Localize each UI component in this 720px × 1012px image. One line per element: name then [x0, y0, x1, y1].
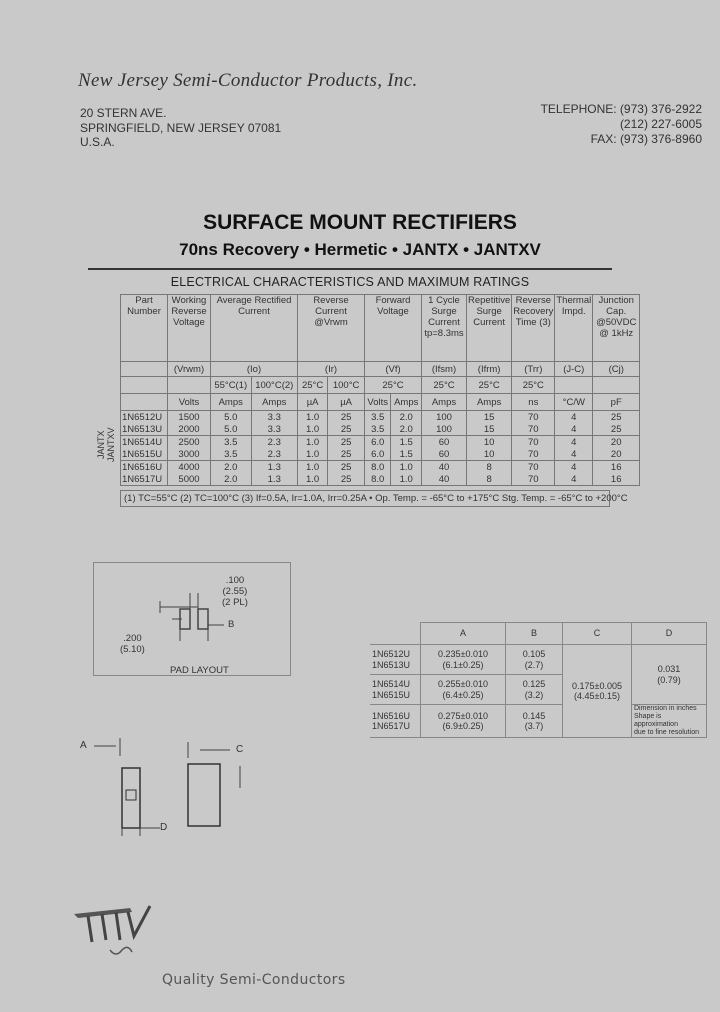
col-header: Working Reverse Voltage — [168, 295, 211, 362]
dim-b — [506, 705, 563, 738]
table-cell: 25 — [328, 448, 365, 461]
symbol: (Ifrm) — [467, 362, 512, 377]
table-cell: 1.0 — [298, 448, 328, 461]
table-cell: 3.3 — [251, 423, 298, 436]
table-row — [121, 461, 640, 474]
dimension-table — [370, 622, 707, 738]
table-cell: 1.0 — [298, 436, 328, 449]
symbol: (Vrwm) — [168, 362, 211, 377]
pad-b-label: B — [228, 619, 235, 630]
table-cell: 1.0 — [298, 423, 328, 436]
company-name: New Jersey Semi-Conductor Products, Inc. — [78, 70, 418, 91]
pad-layout-box — [93, 562, 291, 676]
label-c: C — [236, 744, 244, 755]
unit: Amps — [211, 394, 252, 411]
table-cell: 20 — [593, 448, 640, 461]
value: (6.1±0.25) — [442, 659, 484, 670]
value: 0.145 — [522, 710, 546, 721]
table-cell: 40 — [422, 461, 467, 474]
col-header: Part Number — [121, 295, 168, 362]
address-line: SPRINGFIELD, NEW JERSEY 07081 — [80, 120, 282, 135]
table-row — [121, 448, 640, 461]
table-cell: 100 — [422, 423, 467, 436]
value: 0.235±0.010 — [438, 649, 488, 659]
col-header: D — [632, 623, 707, 645]
table-cell: 6.0 — [365, 436, 391, 449]
value: (6.9±0.25) — [442, 721, 484, 731]
part: 1N6517U — [372, 721, 411, 731]
table-cell: 60 — [422, 436, 467, 449]
col-header: 1 Cycle Surge Current tp=8.3ms — [422, 295, 467, 362]
dim-value: (2.55) — [222, 586, 248, 597]
part-numbers — [370, 675, 421, 705]
col-header: C — [563, 623, 632, 645]
address-line: U.S.A. — [80, 135, 115, 149]
table-cell: 25 — [328, 423, 365, 436]
table-cell: 10 — [467, 448, 512, 461]
table-cell: 16 — [593, 461, 640, 474]
condition: 25°C — [422, 377, 467, 394]
part: 1N6513U — [372, 659, 411, 670]
unit: Amps — [467, 394, 512, 411]
dim-value: (5.10) — [120, 644, 145, 655]
table-cell: 25 — [593, 423, 640, 436]
col-header: A — [421, 623, 506, 645]
table-cell: 25 — [328, 473, 365, 486]
note-line: Dimension in inches — [634, 705, 697, 712]
dim-value: .200 — [123, 633, 142, 644]
condition: 55°C(1) — [211, 377, 252, 394]
unit: Amps — [251, 394, 298, 411]
part: 1N6514U — [372, 679, 411, 689]
table-row — [121, 473, 640, 486]
part: 1N6516U — [372, 710, 411, 721]
pad-right — [198, 609, 208, 629]
table-cell: 70 — [512, 461, 555, 474]
table-cell: 2.3 — [251, 448, 298, 461]
grade-label — [96, 422, 122, 468]
body-outline — [122, 768, 140, 828]
table-cell: 4 — [555, 448, 593, 461]
table-cell: 70 — [512, 436, 555, 449]
condition: 25°C — [365, 377, 422, 394]
dim-c — [563, 645, 632, 738]
col-header: Reverse Recovery Time (3) — [512, 295, 555, 362]
dim-note — [632, 705, 707, 738]
part-number: 1N6517U — [121, 473, 168, 486]
part-numbers — [370, 645, 421, 675]
table-cell: 3.5 — [211, 436, 252, 449]
note-line: Shape is approximation — [634, 713, 678, 728]
pad-dim-spacing — [222, 575, 248, 608]
col-header: Reverse Current @Vrwm — [298, 295, 365, 362]
pad-layout-drawing — [94, 563, 290, 675]
table-cell: 3.5 — [211, 448, 252, 461]
company-logo — [70, 900, 200, 970]
part-number: 1N6512U — [121, 411, 168, 424]
outline-drawing — [80, 738, 260, 838]
side-outline — [188, 764, 220, 826]
table-cell: 8.0 — [365, 473, 391, 486]
table-cell: 5.0 — [211, 411, 252, 424]
table-cell: 1.5 — [391, 436, 422, 449]
table-cell: 4 — [555, 473, 593, 486]
table-cell: 2.0 — [211, 473, 252, 486]
logo-flourish — [110, 947, 132, 954]
symbol: (Ifsm) — [422, 362, 467, 377]
table-cell: 25 — [328, 436, 365, 449]
table-cell: 3000 — [168, 448, 211, 461]
table-cell: 2500 — [168, 436, 211, 449]
unit: Amps — [422, 394, 467, 411]
value: 0.175±0.005 — [572, 680, 622, 691]
table-cell: 25 — [593, 411, 640, 424]
symbol: (Trr) — [512, 362, 555, 377]
col-header: B — [506, 623, 563, 645]
part: 1N6512U — [372, 649, 411, 659]
unit: pF — [593, 394, 640, 411]
value: 0.275±0.010 — [438, 710, 488, 721]
symbol: (J-C) — [555, 362, 593, 377]
condition: 100°C — [328, 377, 365, 394]
unit: Amps — [391, 394, 422, 411]
table-cell: 1.0 — [298, 411, 328, 424]
value: 0.105 — [522, 649, 546, 659]
table-cell: 16 — [593, 473, 640, 486]
value: 0.255±0.010 — [438, 679, 488, 689]
page-title: SURFACE MOUNT RECTIFIERS — [203, 211, 517, 234]
dim-value: (2 PL) — [222, 597, 248, 608]
telephone: TELEPHONE: (973) 376-2922 — [540, 102, 702, 116]
table-cell: 20 — [593, 436, 640, 449]
table-cell: 3.5 — [365, 423, 391, 436]
dim-a — [421, 705, 506, 738]
table-cell: 70 — [512, 423, 555, 436]
unit: Volts — [168, 394, 211, 411]
table-cell: 15 — [467, 423, 512, 436]
table-row — [121, 411, 640, 424]
col-header: Repetitive Surge Current — [467, 295, 512, 362]
value: (4.45±0.15) — [574, 691, 620, 701]
condition: 25°C — [467, 377, 512, 394]
unit: °C/W — [555, 394, 593, 411]
part-number: 1N6516U — [121, 461, 168, 474]
table-row — [121, 436, 640, 449]
col-header: Thermal Impd. — [555, 295, 593, 362]
pad-layout-label: PAD LAYOUT — [170, 665, 229, 676]
table-cell: 5000 — [168, 473, 211, 486]
note-line: due to fine resolution — [634, 729, 699, 736]
dim-row — [370, 645, 707, 675]
address-line: 20 STERN AVE. — [80, 106, 167, 120]
unit: µA — [328, 394, 365, 411]
table-cell: 2.3 — [251, 436, 298, 449]
table-cell: 2.0 — [391, 411, 422, 424]
value: (3.7) — [524, 721, 544, 731]
table-cell: 2.0 — [211, 461, 252, 474]
spec-table — [120, 294, 640, 486]
table-cell: 1.3 — [251, 473, 298, 486]
label-a: A — [80, 740, 87, 751]
table-cell: 4000 — [168, 461, 211, 474]
value: (2.7) — [524, 659, 544, 670]
col-header: Forward Voltage — [365, 295, 422, 362]
condition: 25°C — [298, 377, 328, 394]
table-cell: 40 — [422, 473, 467, 486]
symbol: (Ir) — [298, 362, 365, 377]
dim-b — [506, 675, 563, 705]
telephone-alt: (212) 227-6005 — [619, 117, 702, 131]
dim-a — [421, 675, 506, 705]
header-row — [121, 295, 640, 362]
body-mark — [126, 790, 136, 800]
divider — [88, 268, 612, 270]
col-header: Junction Cap. @50VDC @ 1kHz — [593, 295, 640, 362]
table-cell: 70 — [512, 448, 555, 461]
part-number: 1N6514U — [121, 436, 168, 449]
table-cell: 8.0 — [365, 461, 391, 474]
address-block — [80, 106, 281, 150]
grade-jantx: JANTX — [96, 430, 106, 460]
part-numbers — [370, 705, 421, 738]
part: 1N6515U — [372, 689, 411, 700]
table-cell: 60 — [422, 448, 467, 461]
pad-dim-length — [120, 633, 145, 655]
value: (6.4±0.25) — [442, 689, 484, 700]
dim-row — [370, 705, 707, 738]
label-d: D — [160, 822, 168, 833]
table-cell: 8 — [467, 473, 512, 486]
symbol: (Io) — [211, 362, 298, 377]
symbol: (Vf) — [365, 362, 422, 377]
value: 0.125 — [522, 679, 546, 689]
unit: ns — [512, 394, 555, 411]
table-cell: 10 — [467, 436, 512, 449]
dim-header-row — [370, 623, 707, 645]
table-cell: 4 — [555, 436, 593, 449]
page-subtitle: 70ns Recovery • Hermetic • JANTX • JANTXV — [179, 240, 541, 259]
table-title: ELECTRICAL CHARACTERISTICS AND MAXIMUM RATINGS — [170, 275, 530, 289]
table-cell: 3.3 — [251, 411, 298, 424]
dim-b — [506, 645, 563, 675]
value: 0.031 — [657, 664, 681, 674]
table-cell: 1.0 — [298, 461, 328, 474]
part-number: 1N6515U — [121, 448, 168, 461]
part-number: 1N6513U — [121, 423, 168, 436]
dim-d — [632, 645, 707, 705]
tagline: Quality Semi-Conductors — [162, 972, 346, 988]
unit-row — [121, 394, 640, 411]
table-cell: 15 — [467, 411, 512, 424]
grade-jantxv: JANTXV — [106, 427, 116, 463]
table-cell: 1.0 — [391, 473, 422, 486]
table-row — [121, 423, 640, 436]
table-cell: 2000 — [168, 423, 211, 436]
value: (0.79) — [657, 674, 681, 685]
contact-block — [541, 102, 702, 147]
table-cell: 4 — [555, 461, 593, 474]
table-cell: 8 — [467, 461, 512, 474]
table-cell: 1.0 — [298, 473, 328, 486]
table-cell: 1500 — [168, 411, 211, 424]
symbol: (Cj) — [593, 362, 640, 377]
unit: Volts — [365, 394, 391, 411]
fax: FAX: (973) 376-8960 — [590, 132, 702, 146]
condition: 25°C — [512, 377, 555, 394]
table-cell: 3.5 — [365, 411, 391, 424]
value: (3.2) — [524, 689, 544, 700]
table-cell: 70 — [512, 411, 555, 424]
table-cell: 100 — [422, 411, 467, 424]
table-cell: 1.3 — [251, 461, 298, 474]
table-cell: 1.0 — [391, 461, 422, 474]
footnote: (1) TC=55°C (2) TC=100°C (3) If=0.5A, Ir=1.0A, Irr=0.25A • Op. Temp. = -65°C to +175°C Stg. Temp. = -65°C to +200°C — [120, 490, 610, 507]
col-header: Average Rectified Current — [211, 295, 298, 362]
table-cell: 4 — [555, 411, 593, 424]
spec-body — [121, 411, 640, 486]
condition: 100°C(2) — [251, 377, 298, 394]
table-cell: 1.5 — [391, 448, 422, 461]
table-cell: 6.0 — [365, 448, 391, 461]
table-cell: 2.0 — [391, 423, 422, 436]
table-cell: 70 — [512, 473, 555, 486]
dim-value: .100 — [225, 575, 245, 586]
dim-a — [421, 645, 506, 675]
unit: µA — [298, 394, 328, 411]
table-cell: 5.0 — [211, 423, 252, 436]
table-cell: 25 — [328, 461, 365, 474]
table-cell: 25 — [328, 411, 365, 424]
table-cell: 4 — [555, 423, 593, 436]
condition-row — [121, 377, 640, 394]
symbol-row — [121, 362, 640, 377]
